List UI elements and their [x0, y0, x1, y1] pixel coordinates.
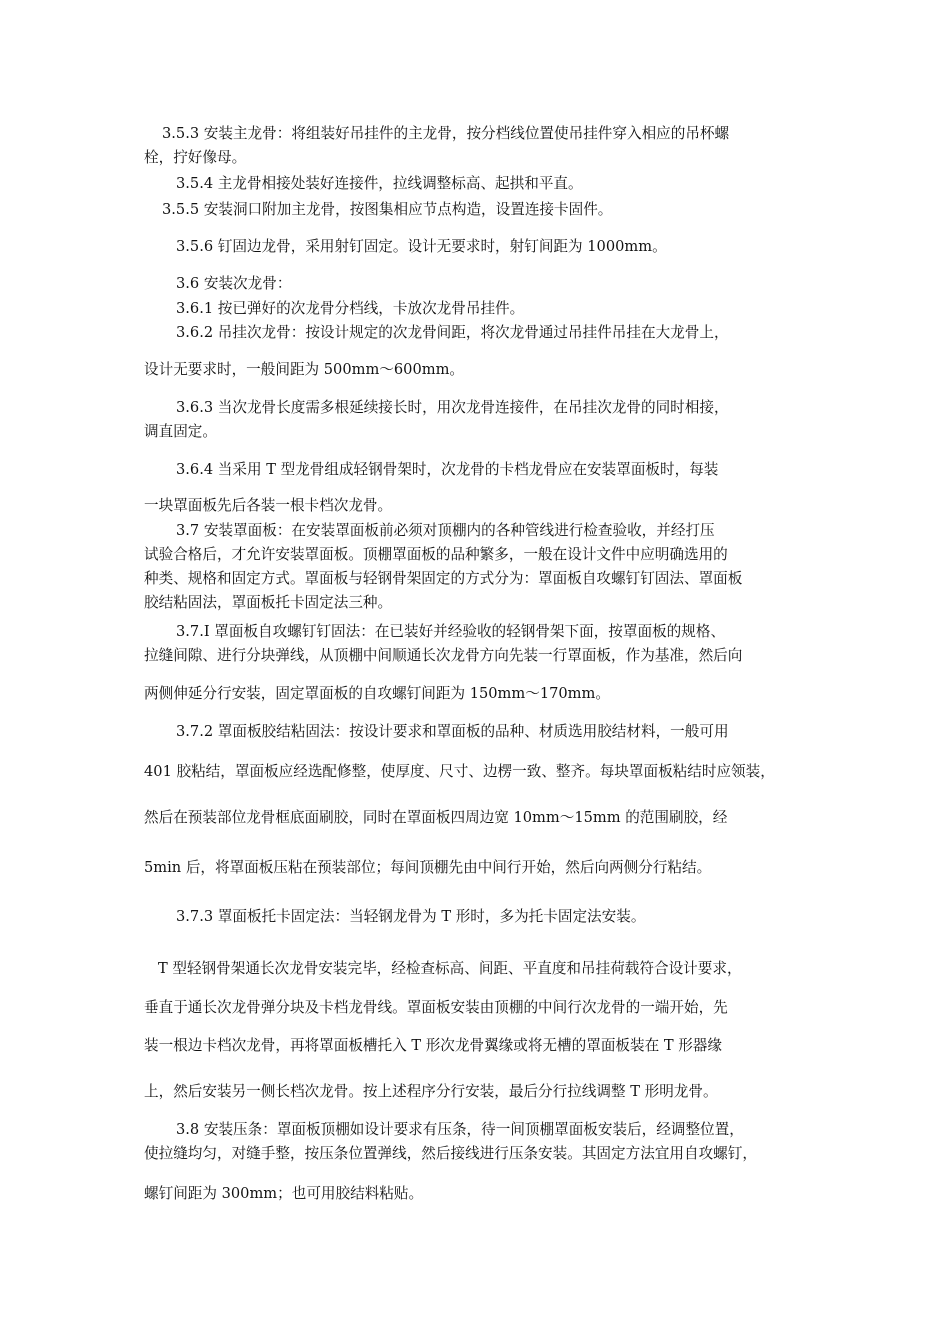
text-line: 然后在预装部位龙骨框底面刷胶，同时在罩面板四周边宽 10mm～15mm 的范围刷胶，经 — [144, 809, 728, 826]
paragraph-3-5-6 — [144, 235, 812, 259]
text-line: 装一根边卡档次龙骨，再将罩面板槽托入 T 形次龙骨翼缘或将无槽的罩面板装在 T 形器缘 — [144, 1037, 722, 1054]
text-line: 401 胶粘结，罩面板应经选配修整，使厚度、尺寸、边楞一致、整齐。每块罩面板粘结时应领装， — [144, 763, 775, 780]
text-line: 3.6 安装次龙骨： — [176, 275, 292, 292]
paragraph-t-type-3 — [144, 1034, 812, 1058]
text-line: 3.7.2 罩面板胶结粘固法：按设计要求和罩面板的品种、材质选用胶结材料，一般可用 — [176, 723, 729, 740]
paragraph-3-7-1-cont — [144, 682, 812, 706]
text-line: 3.7 安装罩面板：在安装罩面板前必须对顶棚内的各种管线进行检查验收，并经打压 — [176, 522, 715, 539]
text-line: T 型轻钢骨架通长次龙骨安装完毕，经检查标高、间距、平直度和吊挂荷载符合设计要求， — [158, 960, 742, 977]
paragraph-3-8-cont — [144, 1182, 812, 1206]
paragraph-3-5-4 — [144, 172, 812, 196]
text-line: 栓，拧好像母。 — [144, 149, 247, 166]
paragraph-3-7-3 — [144, 905, 812, 929]
text-line: 3.7.3 罩面板托卡固定法：当轻钢龙骨为 T 形时，多为托卡固定法安装。 — [176, 908, 646, 925]
paragraph-3-8 — [144, 1118, 812, 1166]
text-line: 种类、规格和固定方式。罩面板与轻钢骨架固定的方式分为：罩面板自攻螺钉钉固法、罩面板 — [144, 570, 743, 587]
paragraph-3-6-2 — [144, 321, 812, 345]
paragraph-3-5-3 — [144, 122, 812, 170]
paragraph-3-7-2-line2 — [144, 760, 812, 784]
paragraph-3-7-1 — [144, 620, 812, 668]
paragraph-t-type-2 — [144, 996, 812, 1020]
text-line: 试验合格后，才允许安装罩面板。顶棚罩面板的品种繁多，一般在设计文件中应明确选用的 — [144, 546, 728, 563]
text-line: 拉缝间隙、进行分块弹线，从顶棚中间顺通长次龙骨方向先装一行罩面板，作为基准，然后向 — [144, 647, 743, 664]
text-line: 3.5.3 安装主龙骨：将组装好吊挂件的主龙骨，按分档线位置使吊挂件穿入相应的吊杯螺 — [162, 125, 730, 142]
text-line: 垂直于通长次龙骨弹分块及卡档龙骨线。罩面板安装由顶棚的中间行次龙骨的一端开始，先 — [144, 999, 728, 1016]
paragraph-3-6-1 — [144, 297, 812, 321]
text-line: 胶结粘固法，罩面板托卡固定法三种。 — [144, 594, 393, 611]
paragraph-t-type-4 — [144, 1080, 812, 1104]
text-line: 3.6.1 按已弹好的次龙骨分档线，卡放次龙骨吊挂件。 — [176, 300, 525, 317]
text-line: 调直固定。 — [144, 423, 217, 440]
text-line: 使拉缝均匀，对缝手整，按压条位置弹线，然后接线进行压条安装。其固定方法宜用自攻螺钉， — [144, 1145, 757, 1162]
text-line: 上，然后安装另一侧长档次龙骨。按上述程序分行安装，最后分行拉线调整 T 形明龙骨。 — [144, 1083, 718, 1100]
text-line: 3.6.4 当采用 T 型龙骨组成轻钢骨架时，次龙骨的卡档龙骨应在安装罩面板时，每装 — [176, 461, 719, 478]
text-line: 3.8 安装压条：罩面板顶棚如设计要求有压条，待一间顶棚罩面板安装后，经调整位置， — [176, 1121, 744, 1138]
paragraph-3-5-5 — [144, 198, 812, 222]
text-line: 设计无要求时，一般间距为 500mm～600mm。 — [144, 361, 465, 378]
text-line: 3.5.6 钉固边龙骨，采用射钉固定。设计无要求时，射钉间距为 1000mm。 — [176, 238, 667, 255]
text-line: 两侧伸延分行安装，固定罩面板的自攻螺钉间距为 150mm～170mm。 — [144, 685, 610, 702]
text-line: 3.6.3 当次龙骨长度需多根延续接长时，用次龙骨连接件，在吊挂次龙骨的同时相接， — [176, 399, 729, 416]
paragraph-3-6-3 — [144, 396, 812, 444]
paragraph-3-7-2-line4 — [144, 856, 812, 880]
paragraph-3-7-2 — [144, 720, 812, 744]
paragraph-t-type-1 — [144, 957, 812, 981]
paragraph-3-6-4-cont — [144, 494, 812, 518]
text-line: 3.5.5 安装洞口附加主龙骨，按图集相应节点构造，设置连接卡固件。 — [162, 201, 613, 218]
text-line: 螺钉间距为 300mm；也可用胶结料粘贴。 — [144, 1185, 424, 1202]
text-line: 3.7.Ⅰ 罩面板自攻螺钉钉固法：在已装好并经验收的轻钢骨架下面，按罩面板的规格、 — [176, 623, 726, 640]
text-line: 3.5.4 主龙骨相接处装好连接件，拉线调整标高、起拱和平直。 — [176, 175, 583, 192]
paragraph-3-7-2-line3 — [144, 806, 812, 830]
text-line: 3.6.2 吊挂次龙骨：按设计规定的次龙骨间距，将次龙骨通过吊挂件吊挂在大龙骨上， — [176, 324, 729, 341]
text-line: 5min 后，将罩面板压粘在预装部位；每间顶棚先由中间行开始，然后向两侧分行粘结。 — [144, 859, 712, 876]
paragraph-3-7 — [144, 519, 812, 615]
text-line: 一块罩面板先后各装一根卡档次龙骨。 — [144, 497, 393, 514]
paragraph-3-6-2-cont — [144, 358, 812, 382]
heading-3-6 — [144, 272, 812, 296]
paragraph-3-6-4 — [144, 458, 812, 482]
